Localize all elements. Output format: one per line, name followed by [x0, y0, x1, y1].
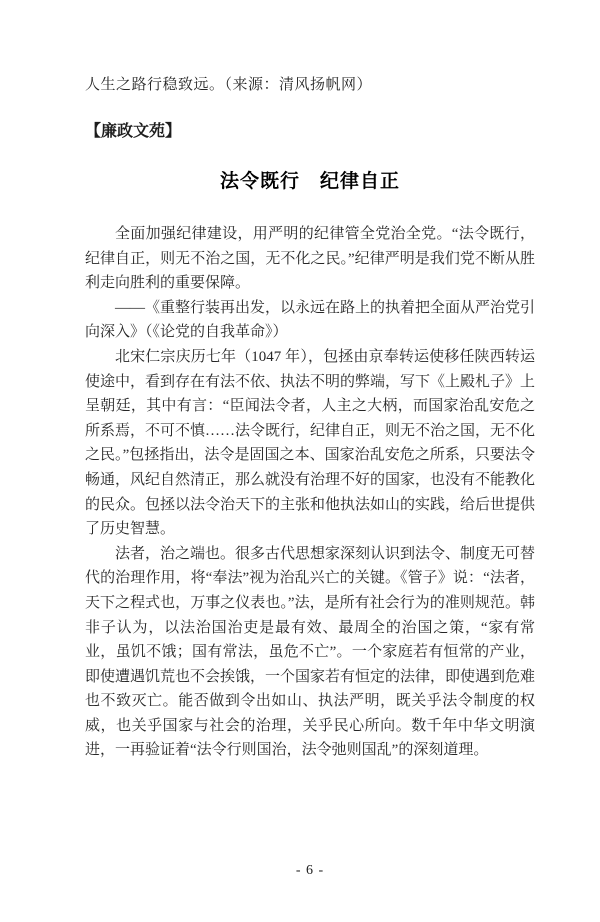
article-paragraph-2-source-citation: ——《重整行装再出发，以永远在路上的执着把全面从严治党引向深入》（《论党的自我革命》） — [85, 299, 536, 341]
article-paragraph-4: 法者，治之端也。很多古代思想家深刻认识到法令、制度无可替代的治理作用，将“奉法”视为治乱兴亡的关键。《管子》说：“法者，天下之程式也，万事之仪表也。”法，是所有社会行为的准则规范。韩非子认为，以法治国治吏是最有效、最周全的治国之策，“家有常业，虽饥不饿；国有常法，虽危不亡”。一个家庭若有恒常的产业，即使遭遇饥荒也不会挨饿，一个国家若有恒定的法律，即使遇到危难也不致灭亡。能否做到令出如山、执法严明，既关乎法令制度的权威，也关乎国家与社会的治理，关乎民心所向。数千年中华文明演进，一再验证着“法令行则国治，法令弛则国乱”的深刻道理。 — [85, 545, 536, 759]
page-number: - 6 - — [295, 863, 325, 878]
article-paragraph-3: 北宋仁宗庆历七年（1047 年），包拯由京奉转运使移任陕西转运使途中，看到存在有法不依、执法不明的弊端，写下《上殿札子》上呈朝廷，其中有言：“臣闻法令者，人主之大柄，而国家治乱安危之所系焉，不可不慎……法令既行，纪律自正，则无不治之国，无不化之民。”包拯指出，法令是固国之本、国家治乱安危之所系，只要法令畅通，风纪自然清正，那么就没有治理不好的国家，也没有不能教化的民众。包拯以法令治天下的主张和他执法如山的实践，给后世提供了历史智慧。 — [85, 348, 536, 538]
carryover-paragraph-end: 人生之路行稳致远。（来源：清风扬帆网） — [85, 77, 373, 93]
section-header: 【廉政文苑】 — [85, 123, 182, 140]
article-paragraph-1: 全面加强纪律建设，用严明的纪律管全党治全党。“法令既行，纪律自正，则无不治之国，无不化之民。”纪律严明是我们党不断从胜利走向胜利的重要保障。 — [85, 226, 535, 292]
article-title: 法令既行 纪律自正 — [219, 171, 400, 192]
document-page — [0, 73, 600, 922]
article-body — [85, 222, 535, 763]
